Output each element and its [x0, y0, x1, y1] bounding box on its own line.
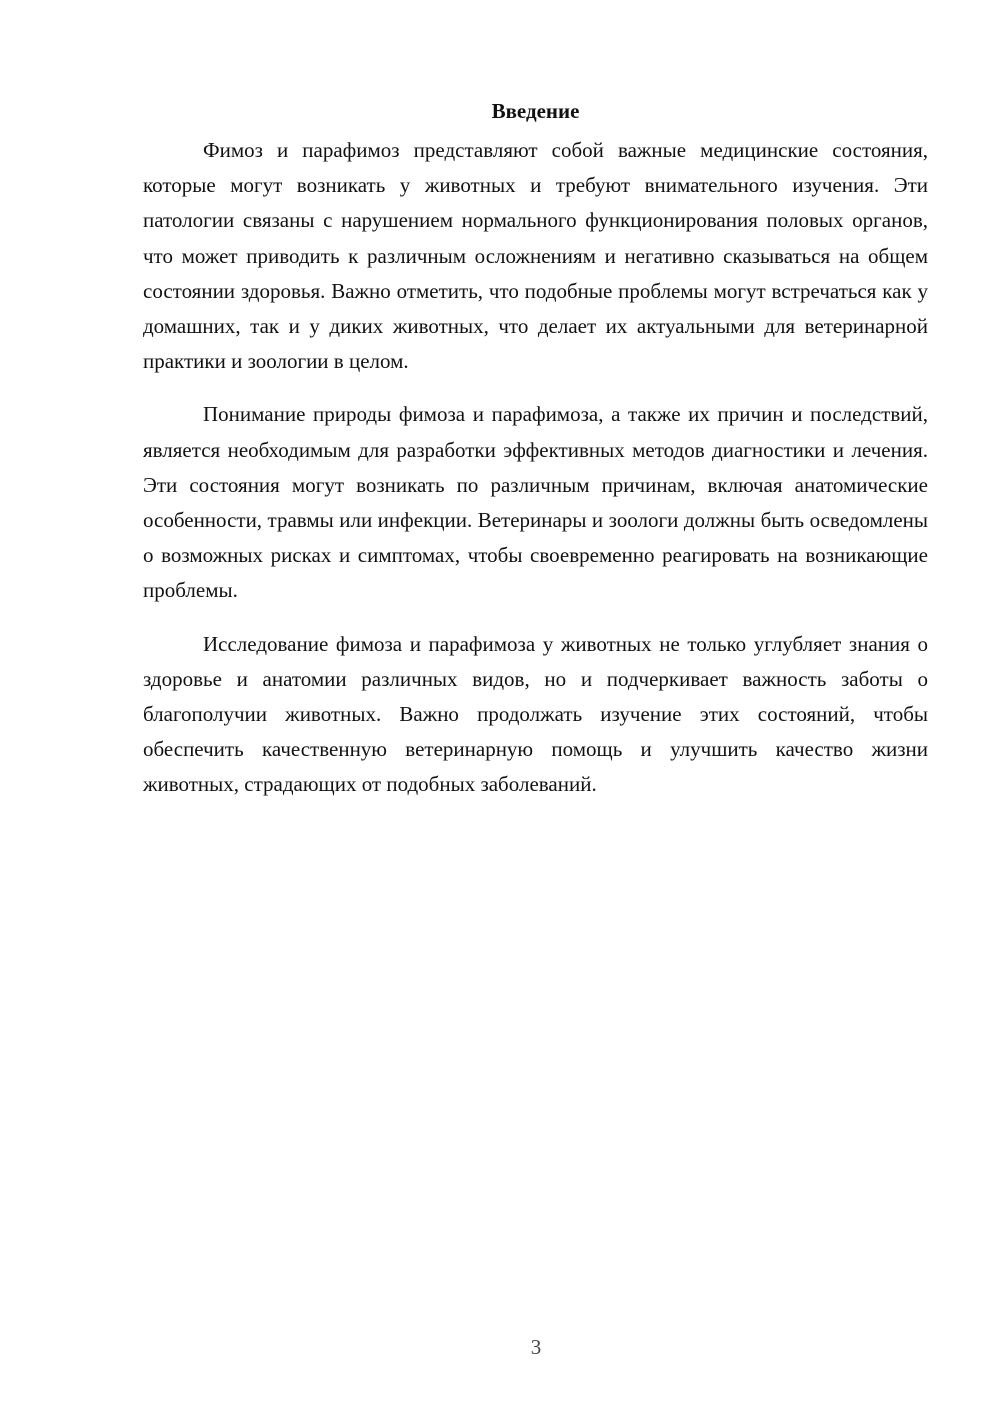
paragraph-2: Понимание природы фимоза и парафимоза, а также их причин и последствий, является необходимым для разработки эффективных методов диагностики и лечения. Эти состояния могут возникать по различным причинам, включая анатомические особенности, травмы или инфекции. Ветеринары и зоологи должны быть осведомлены о возможных рисках и симптомах, чтобы своевременно реагировать на возникающие проблемы.: [143, 402, 928, 603]
page-number: 3: [530, 1335, 542, 1359]
page-content: [143, 96, 928, 821]
paragraph-3: Исследование фимоза и парафимоза у животных не только углубляет знания о здоровье и анатомии различных видов, но и подчеркивает важность заботы о благополучии животных. Важно продолжать изучение этих состояний, чтобы обеспечить качественную ветеринарную помощь и улучшить качество жизни животных, страдающих от подобных заболеваний.: [143, 631, 928, 797]
section-heading: Введение: [491, 99, 580, 123]
paragraph-1: Фимоз и парафимоз представляют собой важные медицинские состояния, которые могут возникать у животных и требуют внимательного изучения. Эти патологии связаны с нарушением нормального функционирования половых органов, что может приводить к различным осложнениям и негативно сказываться на общем состоянии здоровья. Важно отметить, что подобные проблемы могут встречаться как у домашних, так и у диких животных, что делает их актуальными для ветеринарной практики и зоологии в целом.: [143, 138, 928, 374]
